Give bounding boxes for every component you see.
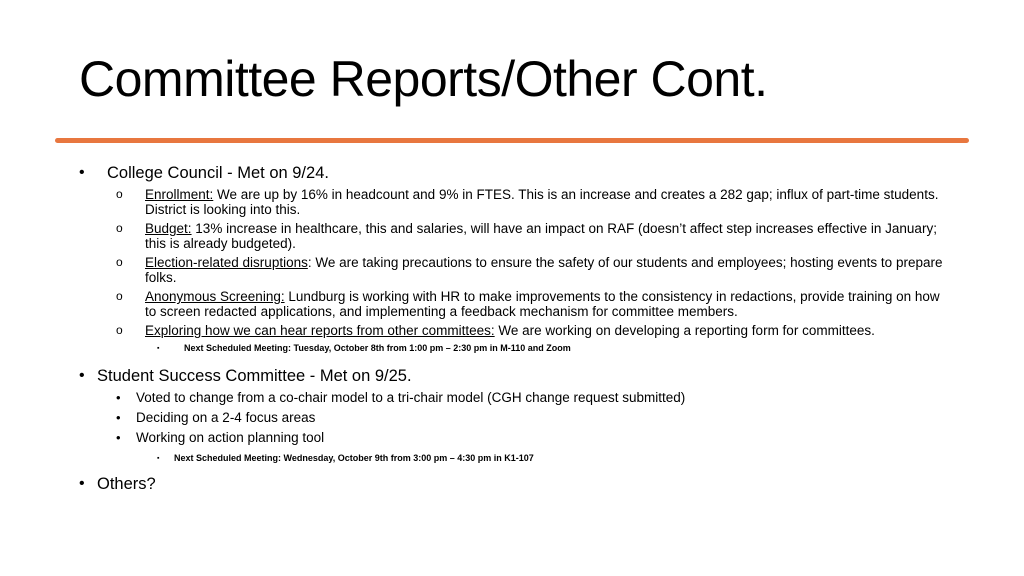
sub-bullet-text: Deciding on a 2-4 focus areas (136, 410, 316, 425)
sub-bullet-label: Anonymous Screening: (145, 289, 285, 304)
title-divider (55, 138, 969, 143)
sub-bullet-label: Budget: (145, 221, 192, 236)
sub-bullet-budget (0, 221, 1024, 251)
sub-bullet-label: Exploring how we can hear reports from other committees: (145, 323, 495, 338)
sub-bullet-enrollment (0, 187, 1024, 217)
bullet-text: College Council - Met on 9/24. (107, 164, 329, 182)
bullet-icon: • (79, 367, 85, 384)
bullet-icon: • (116, 430, 121, 445)
bullet-text: Student Success Committee - Met on 9/25. (97, 367, 412, 385)
sub-bullet-election (0, 255, 1024, 285)
bullet-others (0, 474, 1024, 494)
sub-bullet-exploring-reports (0, 323, 1024, 338)
circle-bullet-icon: o (116, 221, 123, 235)
circle-bullet-icon: o (116, 187, 123, 201)
sub-bullet-action-planning (0, 430, 1024, 446)
bullet-icon: • (79, 164, 85, 181)
next-meeting-text: Next Scheduled Meeting: Tuesday, October 8th from 1:00 pm – 2:30 pm in M-110 and Zoom (184, 343, 571, 353)
sub-bullet-text: Lundburg is working with HR to make improvements to the consistency in redactions, provide training on how to screen redacted applications, and implementing a feedback mechanism for committee members. (145, 289, 940, 319)
sub-bullet-focus-areas (0, 410, 1024, 426)
sub-bullet-tri-chair (0, 390, 1024, 406)
sub-bullet-text: We are working on developing a reporting form for committees. (494, 323, 875, 338)
sub-bullet-text: 13% increase in healthcare, this and salaries, will have an impact on RAF (doesn’t affect step increases effective in January; this is already budgeted). (145, 221, 937, 251)
circle-bullet-icon: o (116, 289, 123, 303)
sub-bullet-text: Voted to change from a co-chair model to a tri-chair model (CGH change request submitted) (136, 390, 686, 405)
bullet-icon: • (79, 475, 85, 492)
slide-content (0, 163, 1024, 494)
square-bullet-icon: ▪ (157, 455, 160, 462)
bullet-icon: • (116, 410, 121, 425)
circle-bullet-icon: o (116, 323, 123, 337)
slide-title: Committee Reports/Other Cont. (79, 51, 768, 107)
bullet-text: Others? (97, 475, 156, 493)
next-meeting-text: Next Scheduled Meeting: Wednesday, October 9th from 3:00 pm – 4:30 pm in K1-107 (174, 453, 534, 463)
sub-bullet-text: Working on action planning tool (136, 430, 325, 445)
next-meeting-student-success (0, 452, 1024, 464)
sub-bullet-text: We are up by 16% in headcount and 9% in FTES. This is an increase and creates a 282 gap; influx of part-time students. District is looking into this. (145, 187, 939, 217)
circle-bullet-icon: o (116, 255, 123, 269)
next-meeting-college-council (0, 342, 1024, 354)
sub-bullet-label: Enrollment: (145, 187, 214, 202)
bullet-student-success (0, 366, 1024, 386)
bullet-icon: • (116, 390, 121, 405)
sub-bullet-label: Election-related disruptions (145, 255, 308, 270)
square-bullet-icon: ▪ (157, 345, 160, 352)
sub-bullet-text: : We are taking precautions to ensure the safety of our students and employees; hosting events to prepare folks. (145, 255, 943, 285)
bullet-college-council (0, 163, 1024, 183)
sub-bullet-anonymous-screening (0, 289, 1024, 319)
